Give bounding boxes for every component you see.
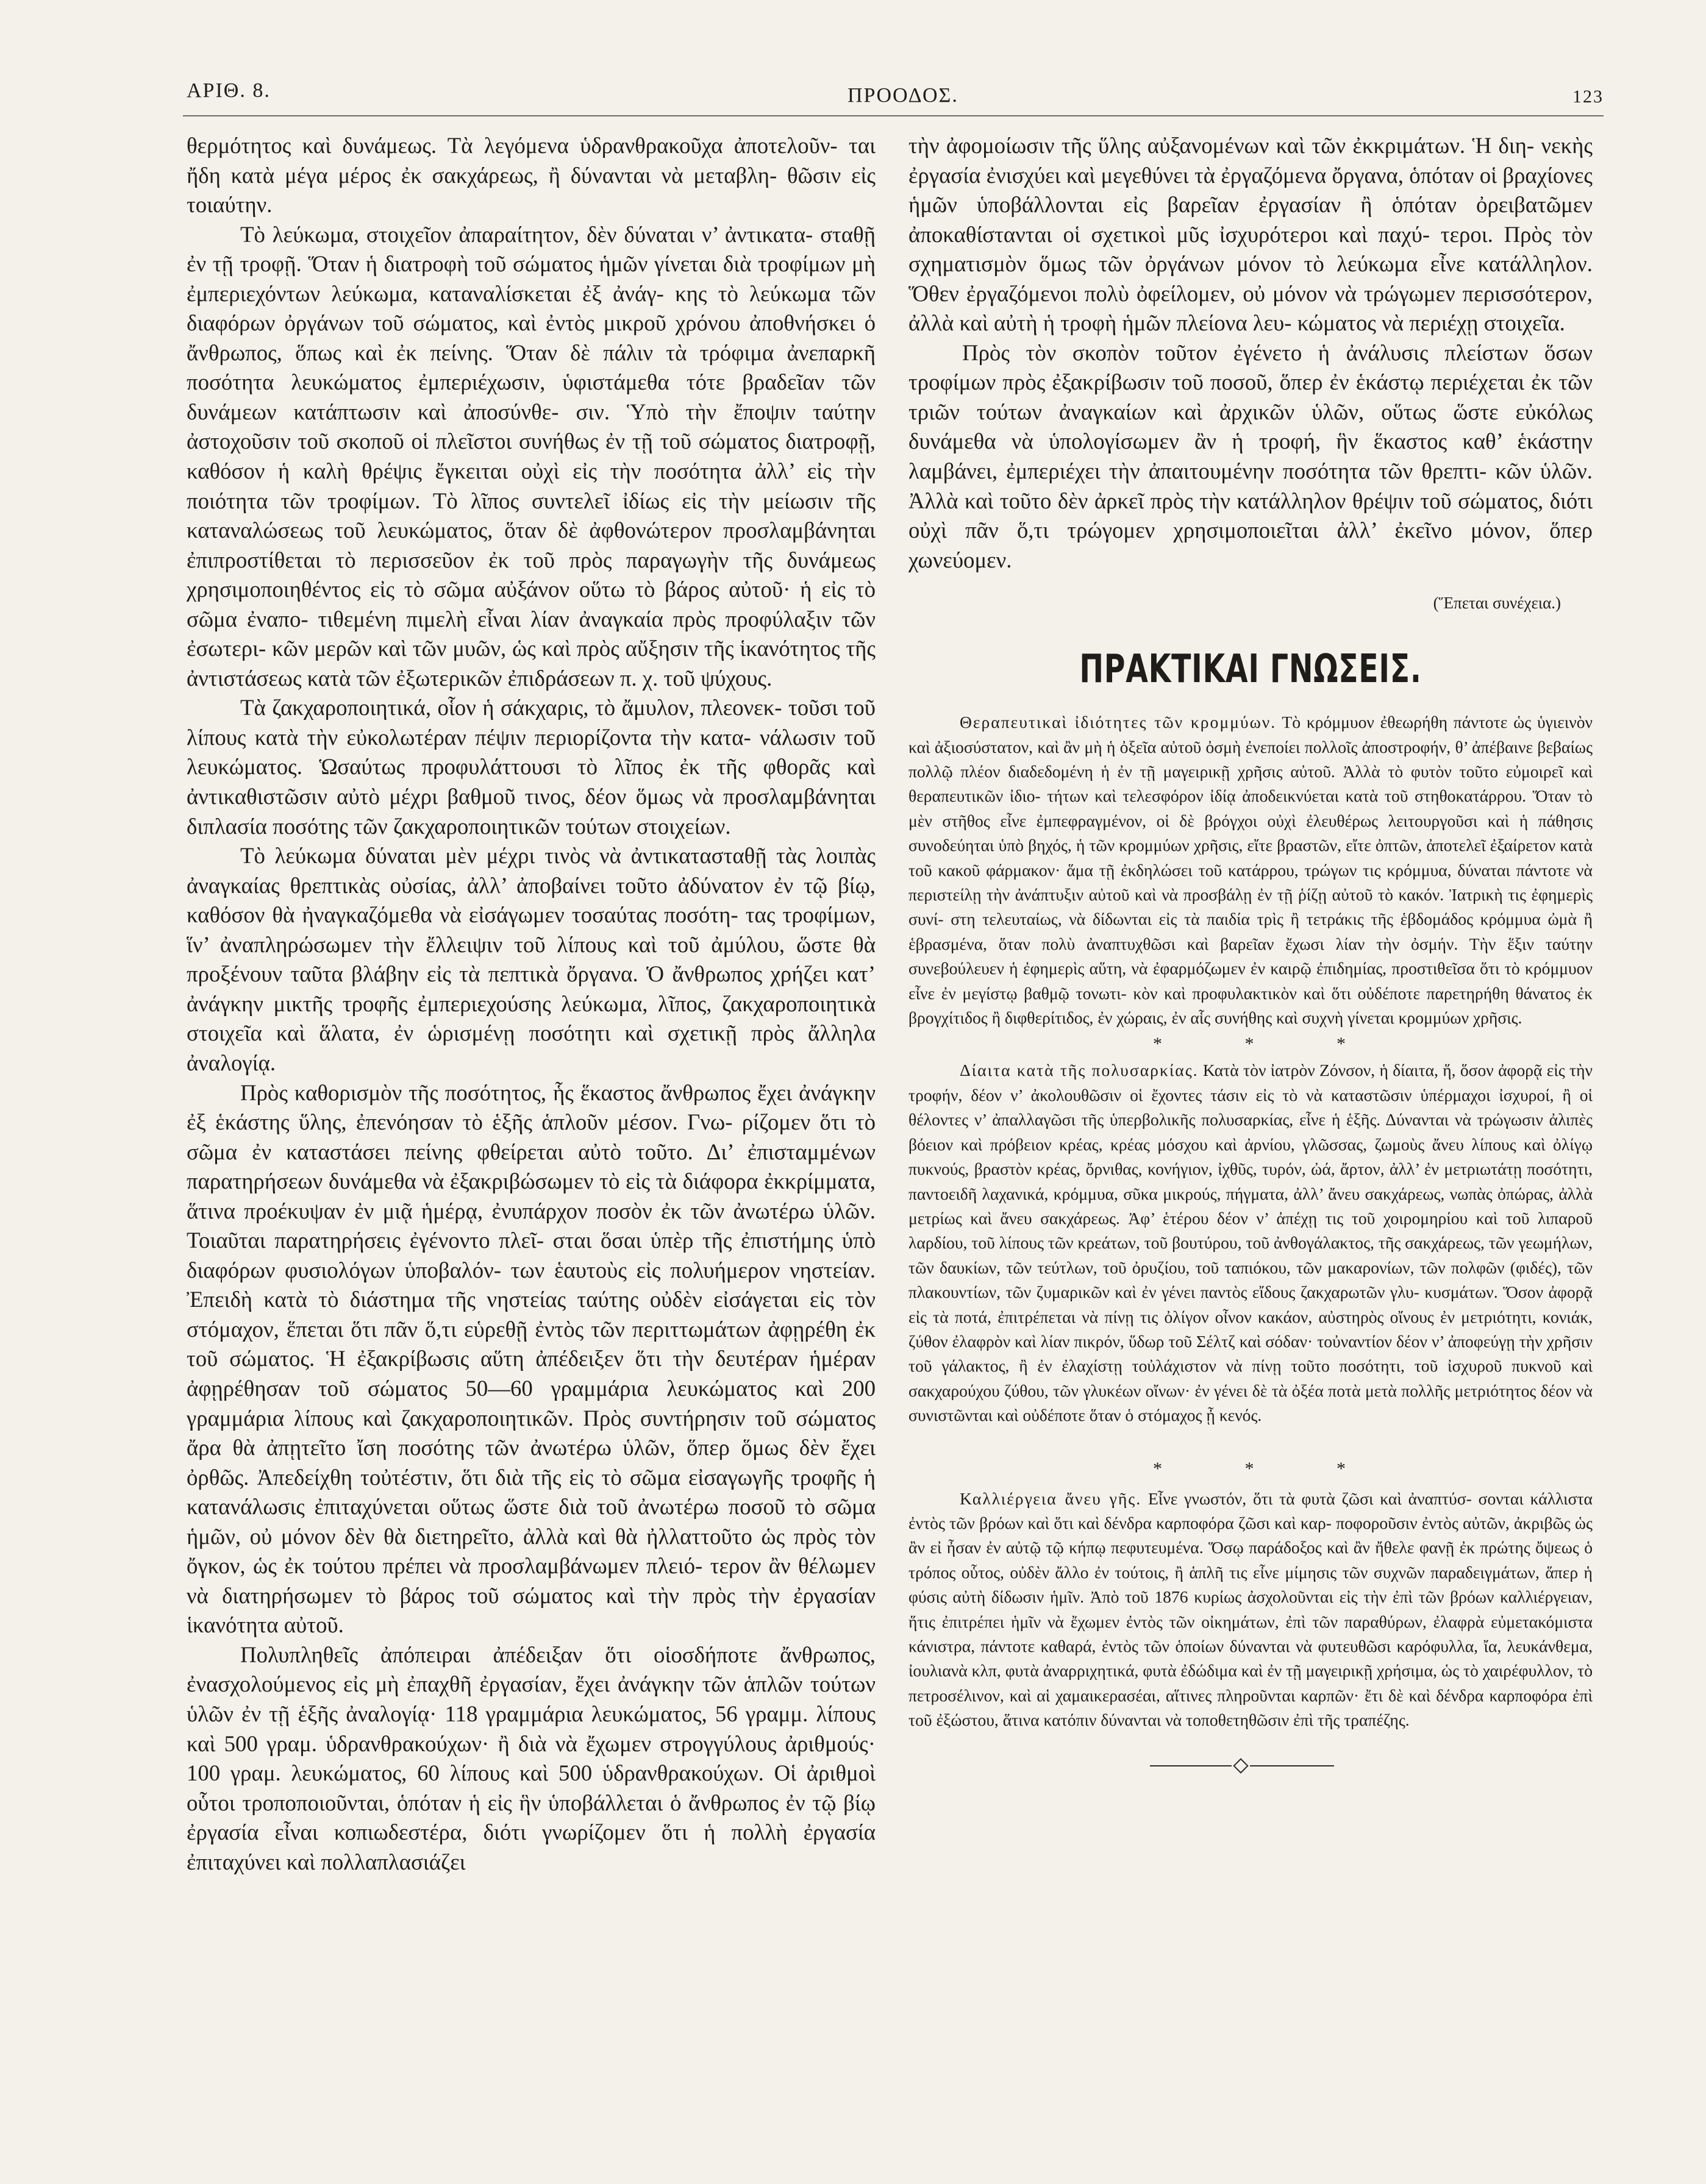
article-paragraph: Πρὸς τὸν σκοπὸν τοῦτον ἐγένετο ἡ ἀνάλυσις πλείστων ὅσων τροφίμων πρὸς ἐξακρίβωσιν τοῦ ποσοῦ, ὅπερ ἐν ἑκάστῳ περιέχεται ἐκ τῶν τριῶν τούτων ἀναγκαίων καὶ ἀρχικῶν ὑλῶν, οὕτως ὥστε εὐκόλως δυνάμεθα νὰ ὑπολογίσωμεν ἂν ἡ τροφή, ἣν ἕκαστος καθ’ ἑκάστην λαμβάνει, ἐμπεριέχει τὴν ἀπαιτουμένην ποσότητα τῶν θρεπτι- κῶν ὑλῶν. Ἀλλὰ καὶ τοῦτο δὲν ἀρκεῖ πρὸς τὴν κατάλληλον θρέψιν τοῦ σώματος, διότι οὐχὶ πᾶν ὅ,τι τρώγομεν χρησιμοποιεῖται ἀλλ’ ἐκεῖνο μόνον, ὅπερ χωνεύομεν.: [908, 340, 1593, 572]
article-paragraph: Πολυπληθεῖς ἀπόπειραι ἀπέδειξαν ὅτι οἱοσδήποτε ἄνθρωπος, ἐνασχολούμενος εἰς μὴ ἐπαχθῆ ἐργασίαν, ἔχει ἀνάγκην τῶν ἁπλῶν τούτων ὑλῶν ἐν τῇ ἑξῆς ἀναλογίᾳ· 118 γραμμάρια λευκώματος, 56 γραμμ. λίπους καὶ 500 γραμ. ὑδρανθρακούχων· ἢ διὰ νὰ ἔχωμεν στρογγύλους ἀριθμούς· 100 γραμ. λευκώματος, 60 λίπους καὶ 500 ὑδρανθρακούχων. Οἱ ἀριθμοὶ οὗτοι τροποποιοῦνται, ὁπόταν ἡ εἰς ἣν ὑποβάλλεται ὁ ἄνθρωπος ἐν τῷ βίῳ ἐργασία εἶναι κοπιωδεστέρα, διότι γνωρίζομεν ὅτι ἡ πολλὴ ἐργασία ἐπιταχύνει καὶ πολλαπλασιάζει: [187, 1642, 876, 1874]
end-ornament: [908, 1754, 1593, 1778]
note-text: Εἶνε γνωστόν, ὅτι τὰ φυτὰ ζῶσι καὶ ἀναπτύσ- σονται κάλλιστα ἐντὸς τῶν βρόων καὶ ὅτι καὶ δένδρα καρποφόρα ζῶσι καὶ καρ- ποφοροῦσιν ἐντὸς αὐτῶν, ἀκριβῶς ὡς ἂν εἰ ἦσαν ἐν αὐτῷ τῷ κήπῳ πεφυτευμένα. Ὅσῳ παράδοξος καὶ ἂν ἤθελε φανῇ ἐκ πρώτης ὄψεως ὁ τρόπος οὗτος, οὐδὲν ἄλλο ἐν τούτοις, ἢ ἁπλῆ τις εἶνε μίμησις τῶν συχνῶν παραδειγμάτων, ἅπερ ἡ φύσις αὐτὴ δίδωσιν ἡμῖν. Ἀπὸ τοῦ 1876 κυρίως ἀσχολοῦνται εἰς τὴν ἐπὶ τῶν βρόων καλλιέργειαν, ἥτις ἐπιτρέπει ἡμῖν νὰ ἔχωμεν ἐντὸς τῶν οἰκημάτων, ἐπὶ τῶν παραθύρων, ἐλαφρὰ εὐμετακόμιστα κάνιστρα, πάντοτε καθαρά, ἐντὸς τῶν ὁποίων δύνανται νὰ φυτευθῶσι καρόφυλλα, ἴα, λευκάνθεμα, ἰουλιανὰ κλπ, φυτὰ ἀναρριχητικά, φυτὰ ἐδώδιμα καὶ ἐν τῇ μαγειρικῇ χρήσιμα, ὡς τὸ χαιρέφυλλον, τὸ πετροσέλινον, καὶ αἱ χαμαικερασέαι, αἵτινες πληροῦνται καρπῶν· ἔτι δὲ καὶ δένδρα καρποφόρα ἐπὶ τοῦ ἐξώστου, ἅτινα κατόπιν δύνανται νὰ τοποθετηθῶσιν ἐπὶ τῆς τραπέζης.: [908, 1489, 1593, 1730]
article-paragraph: τὴν ἀφομοίωσιν τῆς ὕλης αὐξανομένων καὶ τῶν ἐκκριμάτων. Ἡ διη- νεκὴς ἐργασία ἐνισχύει καὶ μεγεθύνει τὰ ἐργαζόμενα ὄργανα, ὁπόταν οἱ βραχίονες ἡμῶν ὑποβάλλονται εἰς βαρεῖαν ἐργασίαν ἢ ὁπόταν ὀρειβατῶμεν ἀποκαθίστανται οἱ σχετικοὶ μῦς ἰσχυρότεροι καὶ παχύ- τεροι. Πρὸς τὸν σχηματισμὸν ὅμως τῶν ὀργάνων μόνον τὸ λεύκωμα εἶνε κατάλληλον. Ὅθεν ἐργαζόμενοι πολὺ ὀφείλομεν, οὐ μόνον νὰ τρώγωμεν περισσότερον, ἀλλὰ καὶ αὐτὴ ἡ τροφὴ ἡμῶν πλείονα λευ- κώματος νὰ περιέχῃ στοιχεῖα.: [908, 133, 1593, 336]
article-paragraph: θερμότητος καὶ δυνάμεως. Τὰ λεγόμενα ὑδρανθρακοῦχα ἀποτελοῦν- ται ἤδη κατὰ μέγα μέρος ἐκ σακχάρεως, ἢ δύνανται νὰ μεταβλη- θῶσιν εἰς τοιαύτην.: [187, 133, 876, 218]
header-rule: [183, 115, 1604, 116]
right-column: [908, 131, 1593, 1778]
asterism-separator: * * *: [1153, 1034, 1385, 1055]
journal-title: ΠΡΟΟΔΟΣ.: [848, 84, 958, 107]
issue-number: ΑΡΙΘ. 8.: [187, 79, 271, 102]
note-heading: Θεραπευτικαὶ ἰδιότητες τῶν κρομμύων.: [960, 713, 1277, 732]
note-text: Τὸ κρόμμυον ἐθεωρήθη πάντοτε ὡς ὑγιεινὸν καὶ ἀξιοσύστατον, καὶ ἂν μὴ ἡ ὀξεῖα αὐτοῦ ὀσμὴ ἐνεποίει πολλοῖς ἀποστροφήν, θ’ ἀπέβαινε βεβαίως πολλῷ πλέον διαδεδομένη ἡ ἐν τῇ μαγειρικῇ χρῆσις αὐτοῦ. Ἀλλὰ τὸ φυτὸν τοῦτο εὐμοιρεῖ καὶ θεραπευτικῶν ἰδιο- τήτων καὶ τελεσφόρον ἰδίᾳ ἀποδεικνύεται κατὰ τοῦ στηθοκατάρρου. Ὅταν τὸ μὲν στῆθος εἶνε ἐμπεφραγμένον, οἱ δὲ βρόγχοι οὐχὶ ἐλευθέρως λειτουργοῦσι καὶ ἡ πάθησις συνοδεύηται ὑπὸ βηχός, ἡ τῶν κρομμύων χρῆσις, εἴτε βραστῶν, εἴτε ὀπτῶν, ἀποτελεῖ ἐξαίρετον κατὰ τοῦ κακοῦ φάρμακον· ἅμα τῇ ἐκδηλώσει τοῦ κατάρρου, τρώγων τις κρόμμυα, δύναται πάντοτε νὰ περιστείλῃ τὴν ἀνάπτυξιν αὐτοῦ καὶ νὰ προσβάλῃ ἐν τῇ ῥίζῃ αὐτοῦ τὸ κακόν. Ἰατρικὴ τις ἐφημερὶς συνί- στη τελευταίως, νὰ δίδωνται εἰς τὰ παιδία τρὶς ἢ τετράκις τῆς ἑβδομάδος κρόμμυα ὠμὰ ἢ ἑβρασμένα, ὅταν πολὺ ἀναπτυχθῶσι καὶ βαρεῖαν ἔχωσι λίαν τὴν ὀσμήν. Τὴν ἕξιν ταύτην συνεβούλευεν ἡ ἐφημερὶς αὕτη, νὰ ἐφαρμόζωμεν ἐν καιρῷ ἐπιδημίας, προστιθεῖσα ὅτι τὸ κρόμμυον εἶνε ἐν μεγίστῳ βαθμῷ τονωτι- κὸν καὶ προφυλακτικὸν καὶ ὅτι οὐδέποτε παρετηρήθη θάνατος ἐκ βρογχίτιδος ἢ διφθερίτιδος, ἐν χώραις, ἐν αἷς συνήθης καὶ συχνὴ γίνεται κρομμύων χρῆσις.: [908, 713, 1593, 1028]
ornament-line: [1150, 1765, 1232, 1766]
note-diet: [908, 1058, 1593, 1428]
note-heading: Δίαιτα κατὰ τῆς πολυσαρκίας.: [960, 1061, 1199, 1080]
ornament-line: [1250, 1765, 1334, 1766]
article-paragraph: Τὰ ζακχαροποιητικά, οἷον ἡ σάκχαρις, τὸ ἄμυλον, πλεονεκ- τοῦσι τοῦ λίπους κατὰ τὴν εὐκολωτέραν πέψιν περιορίζοντα τὴν κατα- νάλωσιν τοῦ λευκώματος. Ὡσαύτως προφυλάττουσι τὸ λῖπος ἐκ τῆς φθορᾶς καὶ ἀντικαθιστῶσιν αὐτὸ μέχρι βαθμοῦ τινος, δέον ὅμως νὰ προσλαμβάνηται διπλασία ποσότης τῶν ζακχαροποιητικῶν τούτων στοιχείων.: [187, 695, 876, 839]
note-heading: Καλλιέργεια ἄνευ γῆς.: [960, 1489, 1142, 1508]
page-number: 123: [1572, 87, 1604, 107]
article-paragraph: Πρὸς καθορισμὸν τῆς ποσότητος, ἧς ἕκαστος ἄνθρωπος ἔχει ἀνάγκην ἐξ ἑκάστης ὕλης, ἐπενόησαν τὸ ἑξῆς ἁπλοῦν μέσον. Γνω- ρίζομεν ὅτι τὸ σῶμα ἐν καταστάσει πείνης φθείρεται αὐτὸ τοῦτο. Δι’ ἐπισταμμένων παρατηρήσεων δυνάμεθα νὰ ἐξακριβώσωμεν τὸ εἰς τὰ διάφορα ἐκκρίμματα, ἅτινα προέκυψαν ἐν μιᾷ ἡμέρᾳ, ἐνυπάρχον ποσὸν ἐκ τῶν ἀνωτέρω ὑλῶν. Τοιαῦται παρατηρήσεις ἐγένοντο πλεῖ- σται ὅσαι ὑπὲρ τῆς ἐπιστήμης ὑπὸ διαφόρων φυσιολόγων ὑποβαλόν- των ἑαυτοὺς εἰς πολυήμερον νηστείαν. Ἐπειδὴ κατὰ τὸ διάστημα τῆς νηστείας ταύτης οὐδὲν εἰσάγεται εἰς τὸν στόμαχον, ἕπεται ὅτι πᾶν ὅ,τι εὑρεθῇ ἐντὸς τῶν περιττωμάτων ἀφῃρέθη ἐκ τοῦ σώματος. Ἡ ἐξακρίβωσις αὕτη ἀπέδειξεν ὅτι τὴν δευτέραν ἡμέραν ἀφῃρέθησαν τοῦ σώματος 50—60 γραμμάρια λευκώματος καὶ 200 γραμμάρια λίπους καὶ ζακχαροποιητικῶν. Πρὸς συντήρησιν τοῦ σώματος ἄρα θὰ ἀπῃτεῖτο ἴση ποσότης τῶν ἀνωτέρω ὑλῶν, ὅπερ ὅμως δὲν ἔχει ὀρθῶς. Ἀπεδείχθη τοὐτέστιν, ὅτι διὰ τῆς εἰς τὸ σῶμα εἰσαγωγῆς τροφῆς ἡ κατανάλωσις ἐπιταχύνεται οὕτως ὥστε διὰ τοῦ ἀνωτέρω ποσοῦ τὸ σῶμα ἡμῶν, οὐ μόνον δὲν θὰ διετηρεῖτο, ἀλλὰ καὶ θὰ ἠλλαττοῦτο ὡς πρὸς τὸν ὄγκον, ὡς ἐκ τούτου πρέπει νὰ προσλαμβάνωμεν πλειό- τερον ἂν θέλωμεν νὰ διατηρήσωμεν τὸ βάρος τοῦ σώματος καὶ τὴν πρὸς τὴν ἐργασίαν ἱκανότητα αὐτοῦ.: [187, 1080, 876, 1638]
note-onions: [908, 710, 1593, 1030]
left-column: [187, 131, 876, 1877]
continued-note: (Ἕπεται συνέχεια.): [1433, 594, 1561, 613]
ornament-diamond: [1233, 1758, 1248, 1773]
section-title: ΠΡΑΚΤΙΚΑΙ ΓΝΩΣΕΙΣ.: [1079, 647, 1422, 692]
running-header: [183, 68, 1604, 117]
note-soilless-cultivation: [908, 1487, 1593, 1733]
note-text: Κατὰ τὸν ἰατρὸν Ζόνσον, ἡ δίαιτα, ἥ, ὅσον ἀφορᾷ εἰς τὴν τροφήν, δέον ν’ ἀκολουθῶσιν οἱ ἔχοντες τάσιν εἰς τὸ νὰ καταστῶσιν ὑπέρμαχοι ἰσχυροί, ἢ οἱ θέλοντες ν’ ἀπαλλαγῶσι τῆς ὑπερβολικῆς πολυσαρκίας, εἶνε ἡ ἑξῆς. Δύνανται νὰ τρώγωσιν ἀλιπὲς βόειον καὶ πρόβειον κρέας, κρέας μόσχου καὶ ἀρνίου, γλῶσσας, ζωμοὺς ἄνευ λίπους καὶ ὀλίγῳ πυκνούς, βραστὸν κρέας, ὄρνιθας, κονήγιον, ἰχθῦς, τυρόν, ὠά, ἄρτον, ἀλλ’ ἐν μετριωτάτῃ ποσότητι, παντοειδῆ λαχανικά, κρόμμυα, σῦκα μικρούς, πήγματα, ἀλλ’ ἄνευ σακχάρεως, νωπὰς ὀπώρας, ἀλλὰ μετρίως καὶ ἄνευ σακχάρεως. Ἀφ’ ἑτέρου δέον ν’ ἀπέχῃ τις τοῦ χοιρομηρίου καὶ τοῦ λιπαροῦ λαρδίου, τοῦ λίπους τῶν κρεάτων, τοῦ βουτύρου, τοῦ ἀνθογάλακτος, τῆς σακχάρεως, τῶν γεωμήλων, τῶν δαυκίων, τῶν τεύτλων, τοῦ ὀρυζίου, τοῦ ταπιόκου, τῶν μακαρονίων, τῶν πολφῶν (φιδές), τῶν πλακουντίων, τῶν ζυμαρικῶν καὶ ἐν γένει παντὸς εἴδους ζακχαρωτῶν γλυ- κυσμάτων. Ὅσον ἀφορᾷ εἰς τὰ ποτά, ἐπιτρέπεται νὰ πίνῃ τις ὀλίγον οἶνον κακάον, αὐστηρὸς οἴνους ἐν μετριότητι, κονιάκ, ζύθον ἐλαφρὸν καὶ λίαν πικρόν, ὕδωρ τοῦ Σέλτζ καὶ σόδαν· τοὐναντίον δέον ν’ ἀποφεύγῃ τὴν χρῆσιν τοῦ γάλακτος, ἢ ἐν ἐλαχίστῃ τοὐλάχιστον νὰ πίνῃ τοῦτο ποσότητι, τοῦ ἰσχυροῦ πυκνοῦ καὶ σακχαρούχου ζύθου, τῶν γλυκέων οἴνων· ἐν γένει δὲ τὰ ὀξέα ποτὰ μετὰ πολλῆς μετριότητος δέον νὰ συνιστῶνται καὶ οὐδέποτε ὅταν ὁ στόμαχος ᾖ κενός.: [908, 1061, 1593, 1425]
article-paragraph: Τὸ λεύκωμα, στοιχεῖον ἀπαραίτητον, δὲν δύναται ν’ ἀντικατα- σταθῇ ἐν τῇ τροφῇ. Ὅταν ἡ διατροφὴ τοῦ σώματος ἡμῶν γίνεται διὰ τροφίμων μὴ ἐμπεριεχόντων λεύκωμα, καταναλίσκεται ἐξ ἀνάγ- κης τὸ λεύκωμα τῶν διαφόρων ὀργάνων τοῦ σώματος, καὶ ἐντὸς μικροῦ χρόνου ἀποθνήσκει ὁ ἄνθρωπος, ὅπως καὶ ἐκ πείνης. Ὅταν δὲ πάλιν τὰ τρόφιμα ἀνεπαρκῆ ποσότητα λευκώματος ἐμπεριέχωσιν, ὑφιστάμεθα τότε βραδεῖαν τῶν δυνάμεων κατάπτωσιν καὶ ἀποσύνθε- σιν. Ὑπὸ τὴν ἔποψιν ταύτην ἀστοχοῦσιν τοῦ σκοποῦ οἱ πλεῖστοι συνήθως ἐν τῇ τοῦ σώματος διατροφῇ, καθόσον ἡ καλὴ θρέψις ἔγκειται οὐχὶ εἰς τὴν ποσότητα ἀλλ’ εἰς τὴν ποιότητα τῶν τροφίμων. Τὸ λῖπος συντελεῖ ἰδίως εἰς τὴν μείωσιν τῆς καταναλώσεως τοῦ λευκώματος, ὅταν δὲ ἀφθονώτερον προσλαμβάνηται ἐπιπροστίθεται τὸ περισσεῦον ἐκ τοῦ πρὸς παραγωγὴν τῆς δυνάμεως χρησιμοποιηθέντος εἰς τὸ σῶμα αὐξάνον οὕτω τὸ βάρος αὐτοῦ· ἡ εἰς τὸ σῶμα ἐναπο- τιθεμένη πιμελὴ εἶναι λίαν ἀναγκαία πρὸς προφύλαξιν τῶν ἐσωτερι- κῶν μερῶν καὶ τῶν μυῶν, ὡς καὶ πρὸς αὔξησιν τῆς ἱκανότητος τῆς ἀντιστάσεως κατὰ τῶν ἐξωτερικῶν ἐπιδράσεων π. χ. τοῦ ψύχους.: [187, 221, 876, 691]
article-paragraph: Τὸ λεύκωμα δύναται μὲν μέχρι τινὸς νὰ ἀντικατασταθῇ τὰς λοιπὰς ἀναγκαίας θρεπτικὰς οὐσίας, ἀλλ’ ἀποβαίνει τοῦτο ἀδύνατον ἐν τῷ βίῳ, καθόσον θὰ ἠναγκαζόμεθα νὰ εἰσάγωμεν τοσαύτας ποσότη- τας τροφίμων, ἵν’ ἀναπληρώσωμεν τὴν ἔλλειψιν τοῦ λίπους καὶ τοῦ ἀμύλου, ὥστε θὰ προξένουν ταῦτα βλάβην εἰς τὰ πεπτικὰ ὄργανα. Ὁ ἄνθρωπος χρήζει κατ’ ἀνάγκην μικτῆς τροφῆς ἐμπεριεχούσης λεύκωμα, λῖπος, ζακχαροποιητικὰ στοιχεῖα καὶ ἅλατα, ἐν ὡρισμένῃ ποσότητι καὶ σχετικῇ πρὸς ἄλληλα ἀναλογίᾳ.: [187, 843, 876, 1075]
asterism-separator: * * *: [1153, 1458, 1385, 1479]
